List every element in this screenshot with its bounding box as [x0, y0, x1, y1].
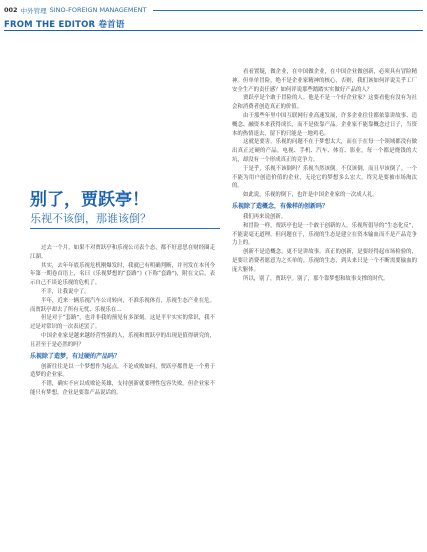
section-heading: 乐视除了造概念，有像样的创新吗？ [232, 202, 329, 210]
page-number: 002 [4, 6, 18, 14]
body-paragraph: 过去一个月，如果不对贾跃亭和乐视公司表个态，都不好意思在财经圈走江湖。 [30, 245, 215, 260]
body-paragraph: 但是对于“套路”，也并非我的预见有多深刻。这是平平实实的常识，我不过是对常识的一次表述罢了。 [30, 315, 215, 331]
section-divider [4, 30, 423, 31]
left-text-column [30, 244, 215, 544]
body-paragraph: 由于那些年里中国互联网行业高速发展，许多企业往往都依靠讲故事、造概念、融资本来获得成长，而不是依靠产品。企业家不能靠概念过日子，当资本的热情退去，留下的只能是一地鸡毛。 [232, 112, 417, 137]
body-paragraph: 看看置疑，做企业，在中国做企业，在中国企业做创新，必须具有冒险精神。但单单冒险，绝不是企业家精神的核心，否则，我们该如何评说关乎工厂安全生产的责任感？如何评说那些踏踏实实做好产品的人？ [232, 69, 417, 93]
headline-divider [30, 228, 220, 229]
body-paragraph: 如此说，乐视的倒下，也许是中国企业家的一次成人礼。 [243, 192, 378, 199]
body-paragraph: 中国企业家是越来越经营性强的人，乐视和贾跃亭的出现是值得研究的，且甚至于是必然的吗？ [30, 332, 215, 348]
section-title: FROM THE EDITOR 卷首语 [4, 20, 125, 30]
body-paragraph: 和冒险一样，贾跃亭也是一个敢于创新的人。乐视所倡导的“生态化反”，不能说毫无道理，但问题在于，乐视的生态是建立在资本输血而不是产品竞争力上的。 [232, 222, 417, 247]
body-paragraph: 创新不是造概念，更不是讲故事。真正的创新，是要经得起市场检验的，是要让消费者愿意为之买单的。乐视的生态，到头来只是一个不断需要输血的庞大躯体。 [232, 249, 417, 273]
body-paragraph: 创新往往是以一个梦想作为起点，不论成败如何，贾跃亭都曾是一个勇于造梦的企业家。 [30, 363, 215, 379]
right-text-column [232, 68, 417, 546]
masthead-rule [153, 10, 423, 11]
body-paragraph: 这就是要害。乐视的问题不在于梦想太大，而在于在每一个领域都没有做出真正过硬的产品。电视、手机、汽车、体育、影业，每一个都是烧钱的大坑，却没有一个形成真正的竞争力。 [232, 139, 417, 163]
body-paragraph: 于是乎，乐视不该倒吗？乐视当然该倒。不仅该倒，而且早该倒了。一个不能为用户创造价值的企业，无论它的梦想多么宏大，终究是要被市场淘汰的。 [232, 165, 417, 190]
headline-block [30, 190, 220, 226]
magazine-brand: 中外管理 [20, 6, 47, 15]
body-paragraph: 我们再来说创新。 [243, 213, 287, 220]
body-paragraph: 其实，去年年底乐视危机刚爆发时，我就已有明确判断，并刊发在本刊今年第一期卷首语上，名曰《乐视梦想的“套路”》(下称“套路”)，附在文后，表示自己不谈论乐视的危机了。 [30, 262, 215, 287]
magazine-english-name: SINO-FOREIGN MANAGEMENT [49, 6, 147, 14]
body-paragraph: 所以，别了，贾跃亭。别了，那个靠梦想和故事支撑的时代。 [243, 275, 389, 282]
body-paragraph: 不幸，让我说中了。 [41, 288, 90, 295]
article-headline: 别了，贾跃亭！ [30, 190, 149, 210]
body-paragraph: 不错，确实不应以成败论英雄，支持创新就要理性包容失败。但企业家不能只有梦想，企业是要靠产品说话的。 [30, 381, 215, 396]
masthead [4, 4, 423, 16]
section-heading: 乐视除了造梦，有过硬的产品吗？ [30, 352, 121, 360]
body-paragraph: 贾跃亭是个敢于冒险的人。他是不是一个好企业家？这要看他有没有为社会和消费者创造真正的价值。 [232, 95, 417, 111]
article-subhead: 乐视不该倒，那谁该倒？ [30, 212, 151, 225]
body-paragraph: 半年，近来一辆乐视汽车公司转向，不准乐视体育，乐视生态产业在危。而贾跃亭却去了所有无忧、乐视乐在… [30, 297, 215, 313]
